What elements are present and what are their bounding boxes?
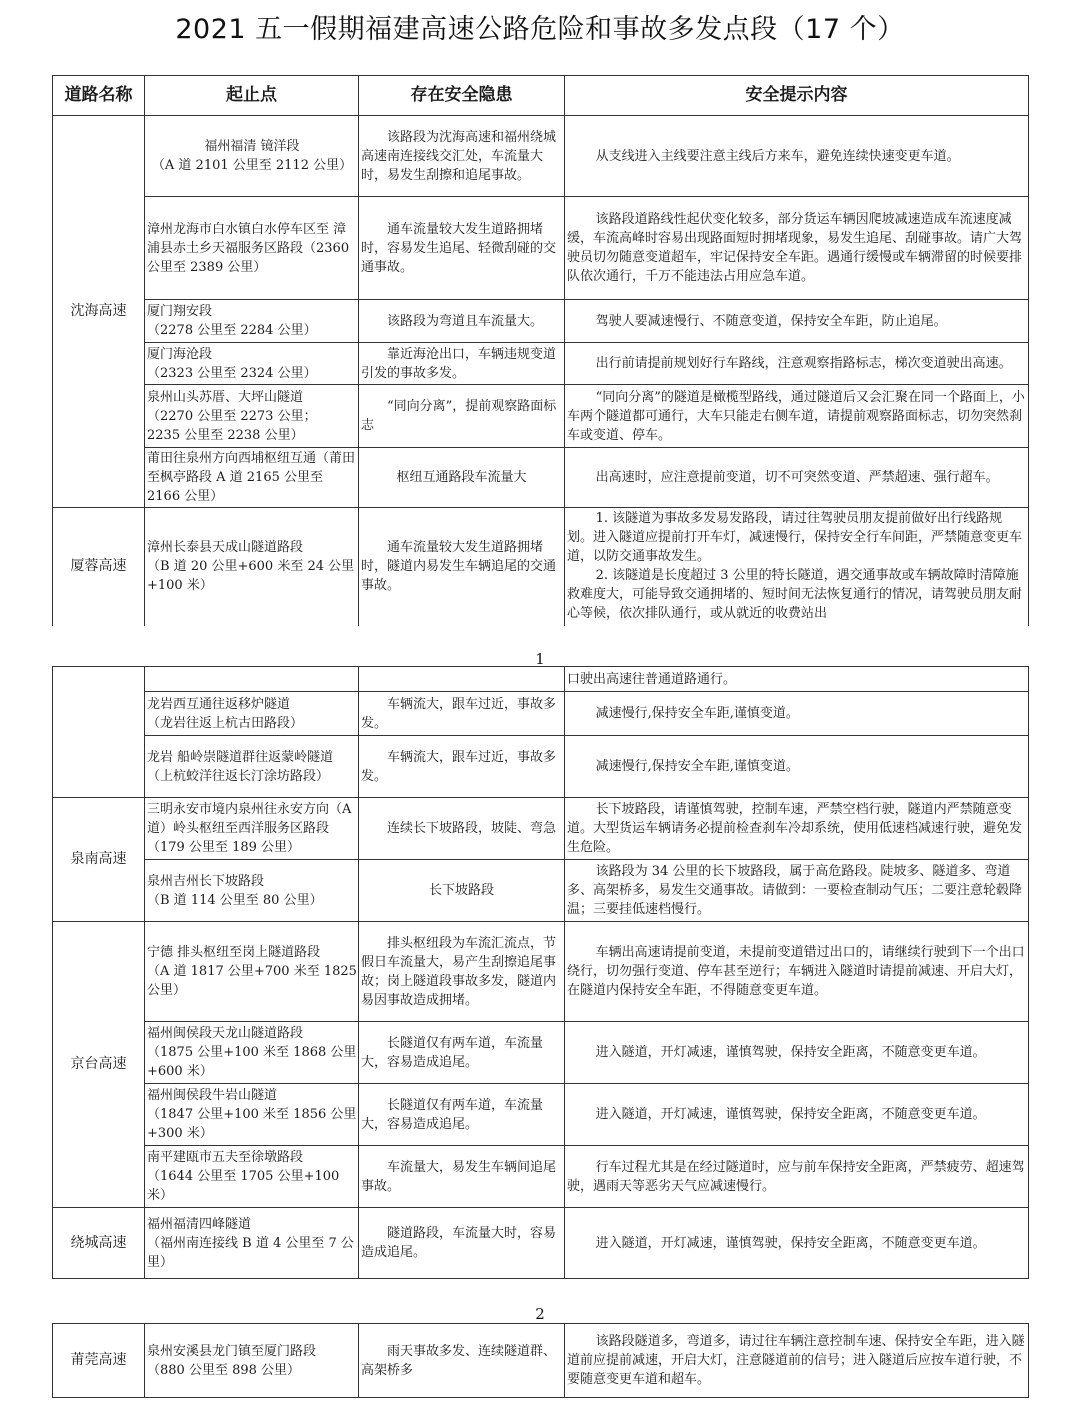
segment-cell	[145, 667, 359, 692]
hazard-table-page-2	[52, 666, 1029, 1279]
table-row	[53, 116, 1029, 197]
table-row	[53, 692, 1029, 736]
segment-cell: 厦门海沧段 （2323 公里至 2324 公里）	[145, 343, 359, 385]
header-road-name: 道路名称	[53, 76, 145, 116]
segment-cell: 龙岩西互通往返移炉隧道 （龙岩往返上杭古田路段）	[145, 692, 359, 736]
road-name-cell: 泉南高速	[53, 798, 145, 922]
table-row	[53, 1146, 1029, 1208]
table-row	[53, 667, 1029, 692]
safety-tip-cell: 该路段隧道多，弯道多，请过往车辆注意控制车速、保持安全车距，进入隧道前应提前减速，开启大灯，注意隧道前的信号；进入隧道后应按车道行驶，不要随意变更车道和超车。	[565, 1324, 1029, 1398]
hazard-cell: “同向分离”，提前观察路面标志	[359, 385, 565, 448]
safety-tip-cell: 长下坡路段，请谨慎驾驶，控制车速，严禁空档行驶，隧道内严禁随意变道。大型货运车辆请务必提前检查刹车冷却系统，使用低速档减速行驶，避免发生危险。	[565, 798, 1029, 860]
header-safety-tip: 安全提示内容	[565, 76, 1029, 116]
page-number: 2	[535, 1305, 545, 1323]
document-title: 2021 五一假期福建高速公路危险和事故多发点段（17 个）	[175, 14, 905, 45]
segment-cell: 泉州安溪县龙门镇至厦门路段 （880 公里至 898 公里）	[145, 1324, 359, 1398]
segment-cell: 福州闽侯段天龙山隧道路段 （1875 公里+100 米至 1868 公里+600 米）	[145, 1022, 359, 1084]
segment-cell: 龙岩 船岭崇隧道群往返蒙岭隧道（上杭蛟洋往返长汀涂坊路段）	[145, 736, 359, 798]
hazard-cell: 该路段为弯道且车流量大。	[359, 300, 565, 343]
segment-cell: 泉州山头苏厝、大坪山隧道 （2270 公里至 2273 公里； 2235 公里至 2238 公里）	[145, 385, 359, 448]
segment-cell: 漳州长泰县天成山隧道路段 （B 道 20 公里+600 米至 24 公里+100 米）	[145, 508, 359, 626]
hazard-cell: 车辆流大，跟车过近，事故多发。	[359, 692, 565, 736]
hazard-cell: 车辆流大，跟车过近，事故多发。	[359, 736, 565, 798]
safety-tip-cell: 出高速时，应注意提前变道，切不可突然变道、严禁超速、强行超车。	[565, 448, 1029, 508]
safety-tip-cell: 减速慢行,保持安全车距,谨慎变道。	[565, 692, 1029, 736]
table-row	[53, 736, 1029, 798]
table-row	[53, 1208, 1029, 1279]
hazard-cell: 通车流量较大发生道路拥堵时，隧道内易发生车辆追尾的交通事故。	[359, 508, 565, 626]
safety-tip-cell: 该路段道路线性起伏变化较多，部分货运车辆因爬坡减速造成车流速度减缓，车流高峰时容易出现路面短时拥堵现象，易发生追尾、刮碰事故。请广大驾驶员切勿随意变道超车，牢记保持安全车距。遇通行缓慢或车辆滞留的时候要排队依次通行，千万不能违法占用应急车道。	[565, 197, 1029, 300]
road-name-cell: 京台高速	[53, 922, 145, 1208]
table-row	[53, 197, 1029, 300]
segment-cell: 福州福清 镜洋段 （A 道 2101 公里至 2112 公里）	[145, 116, 359, 197]
table-row	[53, 343, 1029, 385]
segment-cell: 漳州龙海市白水镇白水停车区至 漳浦县赤土乡天福服务区路段（2360 公里至 2389 公里）	[145, 197, 359, 300]
segment-cell: 福州福清四峰隧道 （福州南连接线 B 道 4 公里至 7 公里）	[145, 1208, 359, 1279]
hazard-cell: 枢纽互通路段车流量大	[359, 448, 565, 508]
safety-tip-cell: 驾驶人要减速慢行、不随意变道，保持安全车距，防止追尾。	[565, 300, 1029, 343]
segment-cell: 泉州吉州长下坡路段 （B 道 114 公里至 80 公里）	[145, 860, 359, 922]
table-row	[53, 385, 1029, 448]
hazard-cell: 通车流量较大发生道路拥堵时，容易发生追尾、轻微刮碰的交通事故。	[359, 197, 565, 300]
safety-tip-cell: 进入隧道，开灯减速，谨慎驾驶，保持安全距离，不随意变更车道。	[565, 1022, 1029, 1084]
segment-cell: 莆田往泉州方向西埔枢纽互通（莆田至枫亭路段 A 道 2165 公里至 2166 公里）	[145, 448, 359, 508]
segment-cell: 福州闽侯段牛岩山隧道 （1847 公里+100 米至 1856 公里+300 米）	[145, 1084, 359, 1146]
segment-cell: 南平建瓯市五夫至徐墩路段 （1644 公里至 1705 公里+100 米）	[145, 1146, 359, 1208]
safety-tip-cell-continued: 口驶出高速往普通道路通行。	[565, 667, 1029, 692]
header-segment: 起止点	[145, 76, 359, 116]
hazard-cell: 长下坡路段	[359, 860, 565, 922]
table-row	[53, 798, 1029, 860]
table-row	[53, 448, 1029, 508]
road-name-cell: 绕城高速	[53, 1208, 145, 1279]
hazard-cell: 车流量大，易发生车辆间追尾事故。	[359, 1146, 565, 1208]
table-row	[53, 922, 1029, 1022]
hazard-cell: 排头枢纽段为车流汇流点，节假日车流量大，易产生刮擦追尾事故；岗上隧道段事故多发，隧道内易因事故造成拥堵。	[359, 922, 565, 1022]
road-name-cell-continued	[53, 667, 145, 798]
hazard-table-page-3	[52, 1323, 1029, 1398]
safety-tip-cell: 该路段为 34 公里的长下坡路段，属于高危路段。陡坡多、隧道多、弯道多、高架桥多，易发生交通事故。请做到：一要检查制动气压；二要注意轮毂降温；三要挂低速档慢行。	[565, 860, 1029, 922]
table-row	[53, 1084, 1029, 1146]
segment-cell: 厦门翔安段 （2278 公里至 2284 公里）	[145, 300, 359, 343]
safety-tip-cell: 进入隧道，开灯减速，谨慎驾驶，保持安全距离，不随意变更车道。	[565, 1084, 1029, 1146]
hazard-cell: 该路段为沈海高速和福州绕城高速南连接线交汇处，车流量大时，易发生刮擦和追尾事故。	[359, 116, 565, 197]
hazard-cell: 隧道路段，车流量大时，容易造成追尾。	[359, 1208, 565, 1279]
header-hazard: 存在安全隐患	[359, 76, 565, 116]
road-name-cell: 厦蓉高速	[53, 508, 145, 626]
safety-tip-cell: 行车过程尤其是在经过隧道时，应与前车保持安全距离，严禁疲劳、超速驾驶，遇雨天等恶劣天气应减速慢行。	[565, 1146, 1029, 1208]
hazard-table-page-1	[52, 75, 1029, 626]
table-row	[53, 1324, 1029, 1398]
hazard-cell: 长隧道仅有两车道，车流量大，容易造成追尾。	[359, 1022, 565, 1084]
segment-cell: 三明永安市境内泉州往永安方向（A 道）岭头枢纽至西洋服务区路段（179 公里至 189 公里）	[145, 798, 359, 860]
safety-tip-cell: 车辆出高速请提前变道，未提前变道错过出口的，请继续行驶到下一个出口绕行，切勿强行变道、停车甚至逆行；车辆进入隧道时请提前减速、开启大灯，在隧道内保持安全车距，不得随意变更车道。	[565, 922, 1029, 1022]
road-name-cell: 沈海高速	[53, 116, 145, 508]
table-row	[53, 508, 1029, 626]
hazard-cell: 靠近海沧出口，车辆违规变道引发的事故多发。	[359, 343, 565, 385]
safety-tip-cell: 进入隧道，开灯减速，谨慎驾驶，保持安全距离，不随意变更车道。	[565, 1208, 1029, 1279]
hazard-cell: 长隧道仅有两车道，车流量大，容易造成追尾。	[359, 1084, 565, 1146]
hazard-cell: 连续长下坡路段，坡陡、弯急	[359, 798, 565, 860]
table-row	[53, 1022, 1029, 1084]
page-number: 1	[535, 650, 545, 668]
table-row	[53, 860, 1029, 922]
table-row	[53, 300, 1029, 343]
safety-tip-cell: 从支线进入主线要注意主线后方来车，避免连续快速变更车道。	[565, 116, 1029, 197]
hazard-cell: 雨天事故多发、连续隧道群、高架桥多	[359, 1324, 565, 1398]
table-header-row	[53, 76, 1029, 116]
safety-tip-cell: 出行前请提前规划好行车路线，注意观察指路标志，梯次变道驶出高速。	[565, 343, 1029, 385]
road-name-cell: 莆莞高速	[53, 1324, 145, 1398]
hazard-cell	[359, 667, 565, 692]
safety-tip-cell: 减速慢行,保持安全车距,谨慎变道。	[565, 736, 1029, 798]
segment-cell: 宁德 排头枢纽至岗上隧道路段 （A 道 1817 公里+700 米至 1825 公里）	[145, 922, 359, 1022]
safety-tip-cell: “同向分离”的隧道是橄榄型路线，通过隧道后又会汇聚在同一个路面上，小车两个隧道都可通行，大车只能走右侧车道，请提前观察路面标志，切勿突然刹车或变道、停车。	[565, 385, 1029, 448]
safety-tip-cell: 1. 该隧道为事故多发易发路段，请过往驾驶员朋友提前做好出行线路规划。进入隧道应提前打开车灯，减速慢行，保持安全行车间距，严禁随意变更车道，以防交通事故发生。 2. 该隧道是长度超过 3 公里的特长隧道，遇交通事故或车辆故障时清障施救难度大，可能导致交通拥堵的、短时间无法恢复通行的情况，请驾驶员朋友耐心等候，依次排队通行，或从就近的收费站出	[565, 508, 1029, 626]
